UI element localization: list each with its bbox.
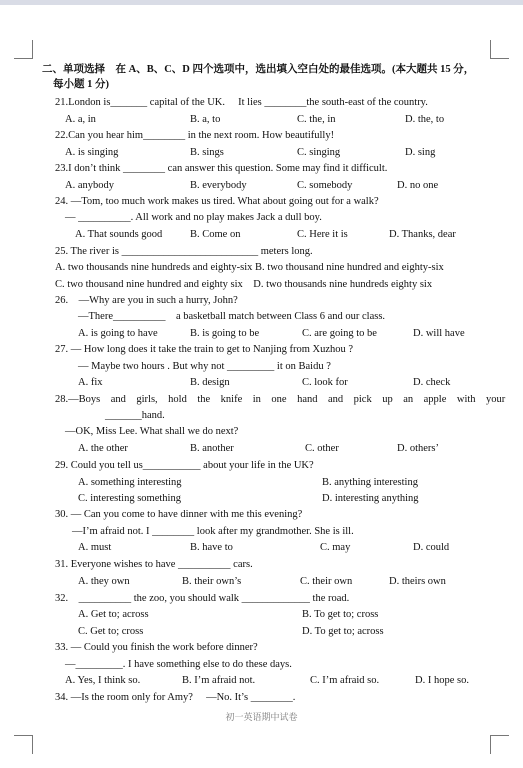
answer-option: C. their own [300, 576, 353, 587]
answer-option: B. I’m afraid not. [182, 675, 256, 686]
question-line: —I’m afraid not. I ________ look after my grandmother. She is ill. [72, 526, 354, 537]
answer-option: D. To get to; across [302, 626, 384, 637]
answer-option: C. somebody [297, 180, 353, 191]
page-footer: 初一英语期中试卷 [225, 712, 298, 722]
question-line: C. Get to; cross [78, 626, 144, 637]
answer-option: B. sings [190, 147, 224, 158]
answer-option: C. Here it is [297, 229, 348, 240]
question-line: A. fix [78, 377, 103, 388]
crop-mark-bottom-left [14, 735, 33, 754]
answer-option: B. is going to be [190, 328, 260, 339]
answer-option: C. singing [297, 147, 341, 158]
answer-option: D. theirs own [389, 576, 446, 587]
question-line: — __________. All work and no play makes Jack a dull boy. [65, 212, 322, 223]
answer-option: D. interesting anything [322, 493, 419, 504]
answer-option: D. will have [413, 328, 465, 339]
answer-option: B. have to [190, 542, 233, 553]
answer-option: D. no one [397, 180, 439, 191]
answer-option: C. look for [302, 377, 348, 388]
question-line: 32. __________ the zoo, you should walk _____________ the road. [55, 593, 350, 604]
question-line: 25. The river is __________________________ meters long. [55, 246, 313, 257]
question-line: 28.—Boys and girls, hold the knife in one hand and pick up an apple with your [55, 394, 506, 405]
answer-option: C. the, in [297, 114, 336, 125]
answer-option: D. check [413, 377, 451, 388]
question-line: A. anybody [65, 180, 114, 191]
answer-option: B. their own’s [182, 576, 242, 587]
question-line: A. the other [78, 443, 128, 454]
question-line: 27. — How long does it take the train to get to Nanjing from Xuzhou ? [55, 344, 354, 355]
answer-option: B. Come on [190, 229, 241, 240]
question-line: C. interesting something [78, 493, 181, 504]
question-line: 26. —Why are you in such a hurry, John? [55, 295, 238, 306]
question-line: 31. Everyone wishes to have __________ cars. [55, 559, 253, 570]
question-line: A. a, in [65, 114, 96, 125]
answer-option: B. another [190, 443, 234, 454]
question-line: —_________. I have something else to do these days. [65, 659, 292, 670]
question-line: A. Get to; across [78, 609, 149, 620]
question-line: A. must [78, 542, 112, 553]
question-line: 21.London is_______ capital of the UK. It lies ________the south-east of the country. [55, 97, 428, 108]
question-line: A. something interesting [78, 477, 182, 488]
question-line: 29. Could you tell us___________ about your life in the UK? [55, 460, 314, 471]
question-line: —There__________ a basketball match between Class 6 and our class. [78, 311, 386, 322]
question-line: A. they own [78, 576, 130, 587]
question-line: A. That sounds good [75, 229, 163, 240]
question-line: 34. —Is the room only for Amy? —No. It’s ________. [55, 692, 296, 703]
answer-option: C. other [305, 443, 339, 454]
question-line: —OK, Miss Lee. What shall we do next? [65, 426, 239, 437]
answer-option: D. could [413, 542, 450, 553]
question-line: 33. — Could you finish the work before dinner? [55, 642, 258, 653]
question-line: 30. — Can you come to have dinner with me this evening? [55, 509, 303, 520]
question-line: _______hand. [105, 410, 165, 421]
question-line: — Maybe two hours . But why not _________ it on Baidu ? [78, 361, 331, 372]
answer-option: C. are going to be [302, 328, 377, 339]
crop-mark-top-right [490, 40, 509, 59]
crop-mark-top-left [14, 40, 33, 59]
answer-option: D. others’ [397, 443, 439, 454]
answer-option: B. a, to [190, 114, 221, 125]
section-title-continued: 每小题 1 分) [53, 79, 109, 90]
crop-mark-bottom-right [490, 735, 509, 754]
answer-option: B. To get to; cross [302, 609, 379, 620]
question-line: C. two thousand nine hundred and eighty six D. two thousands nine hundreds eighty six [55, 279, 433, 290]
question-line: 23.I don’t think ________ can answer this question. Some may find it difficult. [55, 163, 388, 174]
answer-option: D. sing [405, 147, 436, 158]
question-line: A. Yes, I think so. [65, 675, 141, 686]
question-line: 24. —Tom, too much work makes us tired. What about going out for a walk? [55, 196, 379, 207]
answer-option: D. I hope so. [415, 675, 469, 686]
answer-option: D. Thanks, dear [389, 229, 456, 240]
answer-option: D. the, to [405, 114, 445, 125]
section-title: 二、单项选择 在 A、B、C、D 四个选项中，选出填入空白处的最佳选项。(本大题共 15 分， [42, 64, 475, 75]
answer-option: B. anything interesting [322, 477, 418, 488]
answer-option: C. I’m afraid so. [310, 675, 380, 686]
window-top-bar [0, 0, 523, 5]
answer-option: C. may [320, 542, 351, 553]
answer-option: B. everybody [190, 180, 247, 191]
question-line: A. is singing [65, 147, 119, 158]
question-line: A. two thousands nine hundreds and eighty-six B. two thousand nine hundred and eighty-six [55, 262, 444, 273]
question-line: 22.Can you hear him________ in the next room. How beautifully! [55, 130, 335, 141]
answer-option: B. design [190, 377, 230, 388]
question-line: A. is going to have [78, 328, 158, 339]
